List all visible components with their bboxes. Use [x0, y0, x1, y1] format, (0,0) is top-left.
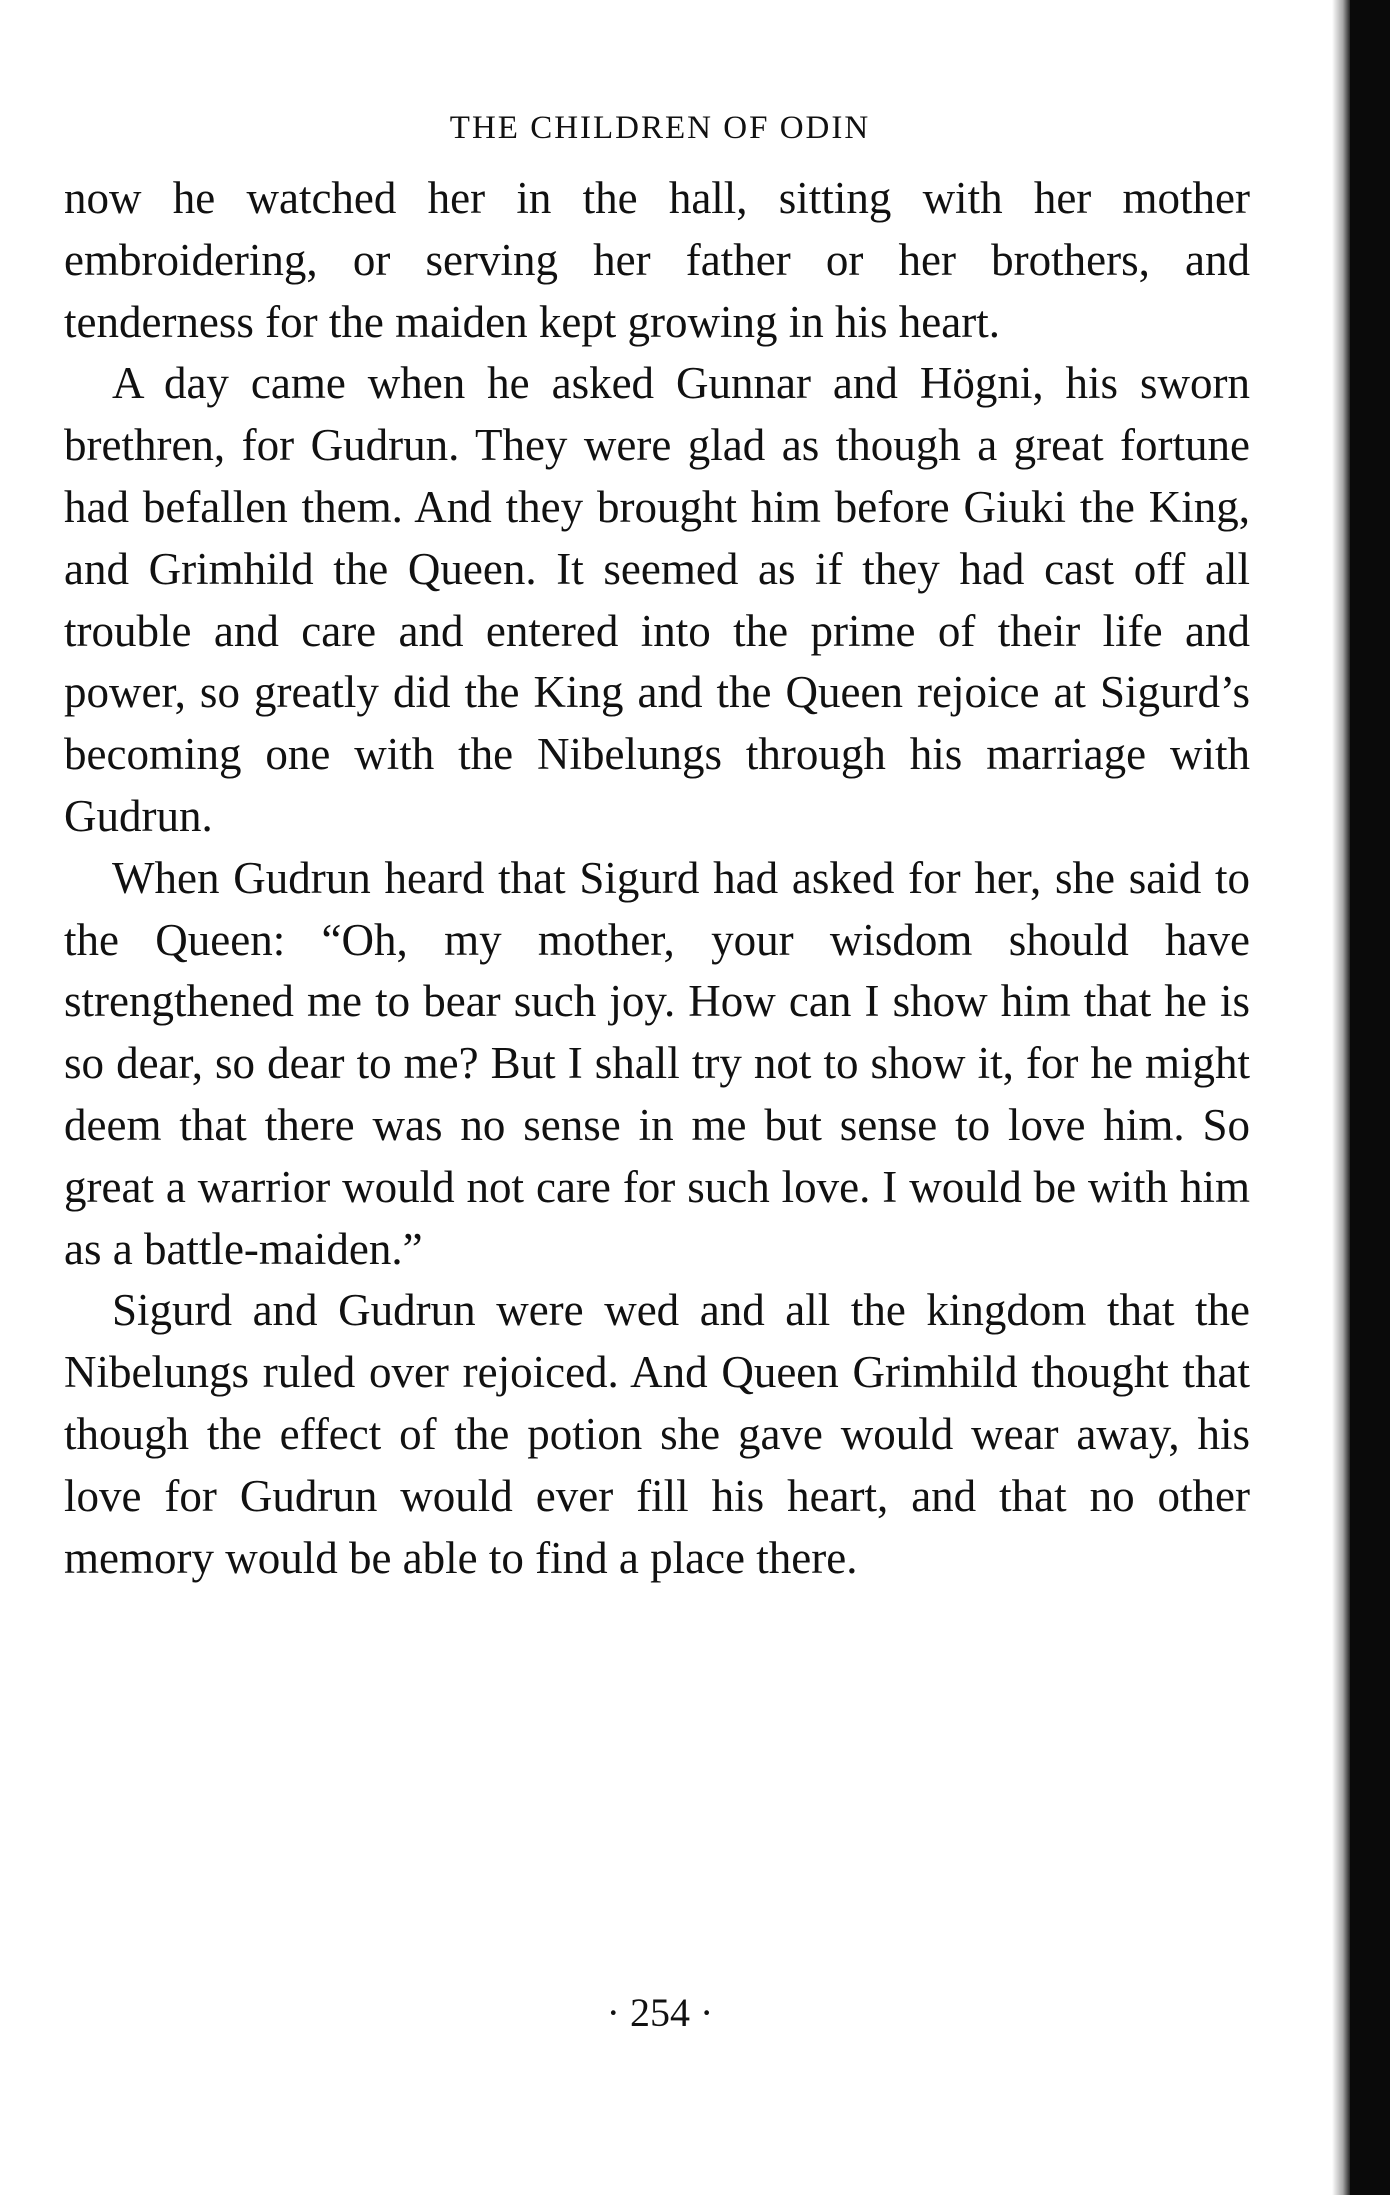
page-gutter-edge: [1350, 0, 1390, 2195]
paragraph: A day came when he asked Gunnar and Högni, his sworn brethren, for Gudrun. They were glad as though a great fortune had befallen them. And they brought him before Giuki the King, and Grimhild the Queen. It seemed as if they had cast off all trouble and care and entered into the prime of their life and power, so greatly did the King and the Queen rejoice at Sigurd’s becoming one with the Nibelungs through his marriage with Gudrun.: [64, 358, 1250, 841]
body-text: [64, 168, 1250, 1589]
running-head: THE CHILDREN OF ODIN: [449, 110, 871, 146]
paragraph-continued: now he watched her in the hall, sitting with her mother embroidering, or serving her father or her brothers, and tenderness for the maiden kept growing in his heart.: [64, 173, 1250, 347]
paragraph: When Gudrun heard that Sigurd had asked for her, she said to the Queen: “Oh, my mother, your wisdom should have strengthened me to bear such joy. How can I show him that he is so dear, so dear to me? But I shall try not to show it, for he might deem that there was no sense in me but sense to love him. So great a warrior would not care for such love. I would be with him as a battle-maiden.”: [64, 852, 1250, 1274]
page-number: · 254 ·: [606, 1990, 714, 2035]
paragraph: Sigurd and Gudrun were wed and all the kingdom that the Nibelungs ruled over rejoiced. And Queen Grimhild thought that though the effect of the potion she gave would wear away, his love for Gudrun would ever fill his heart, and that no other memory would be able to find a place there.: [64, 1285, 1250, 1583]
page-gutter-shadow: [1332, 0, 1350, 2195]
